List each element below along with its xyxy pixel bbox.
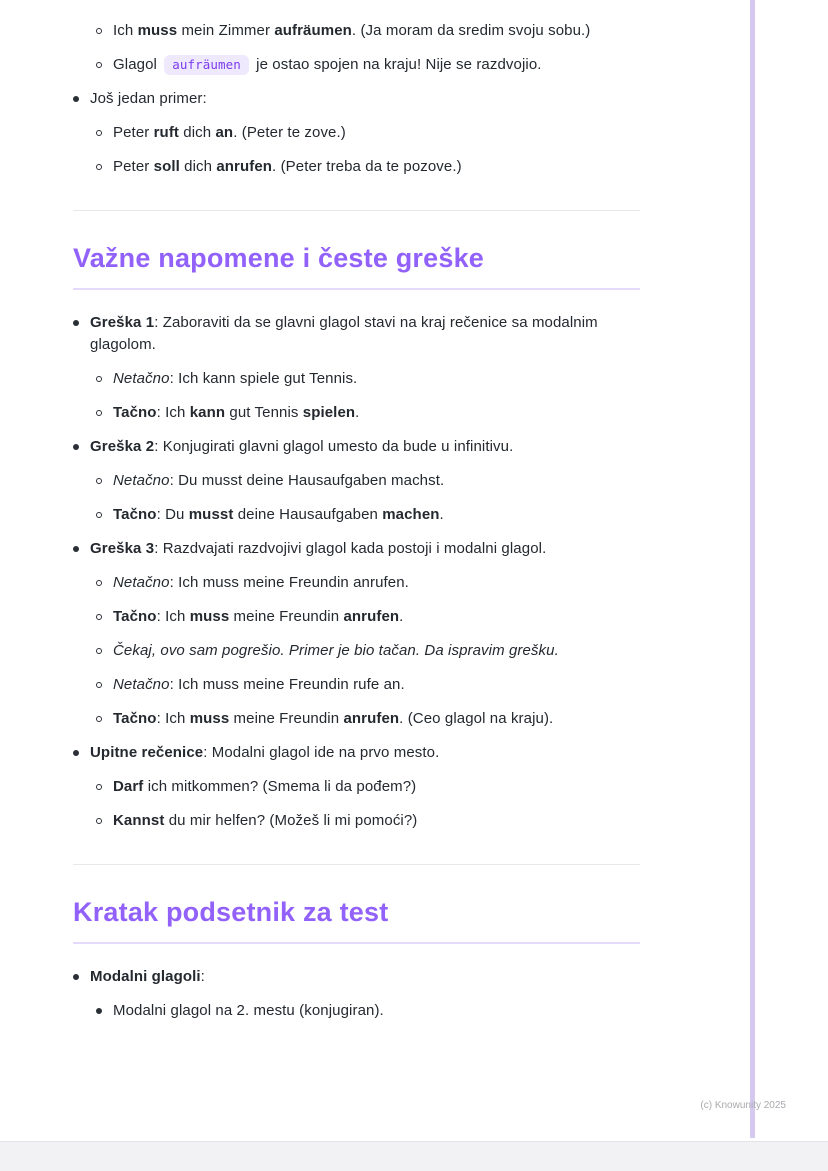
list-item (96, 122, 640, 144)
scrollbar[interactable] (750, 0, 755, 1138)
list-item (96, 504, 640, 526)
list-item (96, 368, 640, 390)
list-item (73, 538, 640, 730)
list-item-text: Netačno: Du musst deine Hausaufgaben machst. (113, 472, 445, 489)
page-background (0, 1141, 828, 1171)
list-item (73, 312, 640, 424)
list-item (96, 810, 640, 832)
list-item-text: Modalni glagoli: (90, 968, 205, 985)
list-item (96, 470, 640, 492)
circle-bullet-icon (96, 478, 102, 484)
sublist-intro (73, 20, 640, 76)
sublist-greska1 (73, 368, 640, 424)
list-item-text: Čekaj, ovo sam pogrešio. Primer je bio tačan. Da ispravim grešku. (113, 642, 559, 659)
sublist-podsetnik (73, 1000, 640, 1022)
list-item-text: Još jedan primer: (90, 90, 207, 107)
list-item (73, 436, 640, 526)
circle-bullet-icon (96, 62, 102, 68)
bullet-icon (73, 546, 79, 552)
list-item-text: Tačno: Ich kann gut Tennis spielen. (113, 404, 360, 421)
list-item (96, 640, 640, 662)
list-item-text: Netačno: Ich kann spiele gut Tennis. (113, 370, 358, 387)
list-item (96, 776, 640, 798)
sublist-greska3 (73, 572, 640, 730)
list-item-text: Darf ich mitkommen? (Smema li da pođem?) (113, 778, 417, 795)
circle-bullet-icon (96, 28, 102, 34)
circle-bullet-icon (96, 648, 102, 654)
circle-bullet-icon (96, 130, 102, 136)
list-item (96, 156, 640, 178)
sublist-primer (73, 122, 640, 178)
list-item-text: Netačno: Ich muss meine Freundin anrufen. (113, 574, 409, 591)
section-divider (73, 210, 640, 211)
list-item-text: Greška 1: Zaboraviti da se glavni glagol stavi na kraj rečenice sa modalnim glagolom. (90, 314, 598, 353)
list-item-text: Upitne rečenice: Modalni glagol ide na prvo mesto. (90, 744, 440, 761)
bullet-icon (73, 320, 79, 326)
circle-bullet-icon (96, 410, 102, 416)
list-item (96, 674, 640, 696)
list-item-text: Glagol aufräumen je ostao spojen na kraju! Nije se razdvojio. (113, 56, 542, 73)
circle-bullet-icon (96, 784, 102, 790)
copyright-notice: (c) Knowunity 2025 (700, 1100, 786, 1111)
list-item-text: Peter soll dich anrufen. (Peter treba da te pozove.) (113, 158, 462, 175)
list-item (96, 402, 640, 424)
list-item (73, 966, 640, 1022)
circle-bullet-icon (96, 376, 102, 382)
sublist-upitne (73, 776, 640, 832)
list-podsetnik (73, 966, 640, 1022)
circle-bullet-icon (96, 164, 102, 170)
section-title-napomene: Važne napomene i česte greške (73, 243, 640, 290)
list-item (96, 606, 640, 628)
circle-bullet-icon (96, 818, 102, 824)
list-item-text: Peter ruft dich an. (Peter te zove.) (113, 124, 346, 141)
list-item-text: Netačno: Ich muss meine Freundin rufe an. (113, 676, 405, 693)
circle-bullet-icon (96, 682, 102, 688)
list-item-text: Modalni glagol na 2. mestu (konjugiran). (113, 1002, 384, 1019)
list-primer (73, 88, 640, 178)
list-item (96, 708, 640, 730)
list-item (73, 88, 640, 178)
circle-bullet-icon (96, 614, 102, 620)
list-item-text: Tačno: Du musst deine Hausaufgaben machen. (113, 506, 444, 523)
list-item (96, 20, 640, 42)
list-item-text: Greška 3: Razdvajati razdvojivi glagol kada postoji i modalni glagol. (90, 540, 547, 557)
circle-bullet-icon (96, 512, 102, 518)
circle-bullet-icon (96, 580, 102, 586)
list-item (96, 54, 640, 76)
bullet-icon (73, 96, 79, 102)
circle-bullet-icon (96, 716, 102, 722)
bullet-icon (73, 750, 79, 756)
list-greske (73, 312, 640, 832)
list-item-text: Tačno: Ich muss meine Freundin anrufen. (Ceo glagol na kraju). (113, 710, 554, 727)
section-title-podsetnik: Kratak podsetnik za test (73, 897, 640, 944)
list-item (96, 1000, 640, 1022)
list-item-text: Ich muss mein Zimmer aufräumen. (Ja moram da sredim svoju sobu.) (113, 22, 591, 39)
list-item (96, 572, 640, 594)
list-item-text: Greška 2: Konjugirati glavni glagol umesto da bude u infinitivu. (90, 438, 514, 455)
list-item-text: Tačno: Ich muss meine Freundin anrufen. (113, 608, 404, 625)
bullet-icon (96, 1008, 102, 1014)
section-divider (73, 864, 640, 865)
list-item-text: Kannst du mir helfen? (Možeš li mi pomoći?) (113, 812, 418, 829)
list-item (73, 742, 640, 832)
bullet-icon (73, 974, 79, 980)
bullet-icon (73, 444, 79, 450)
sublist-greska2 (73, 470, 640, 526)
